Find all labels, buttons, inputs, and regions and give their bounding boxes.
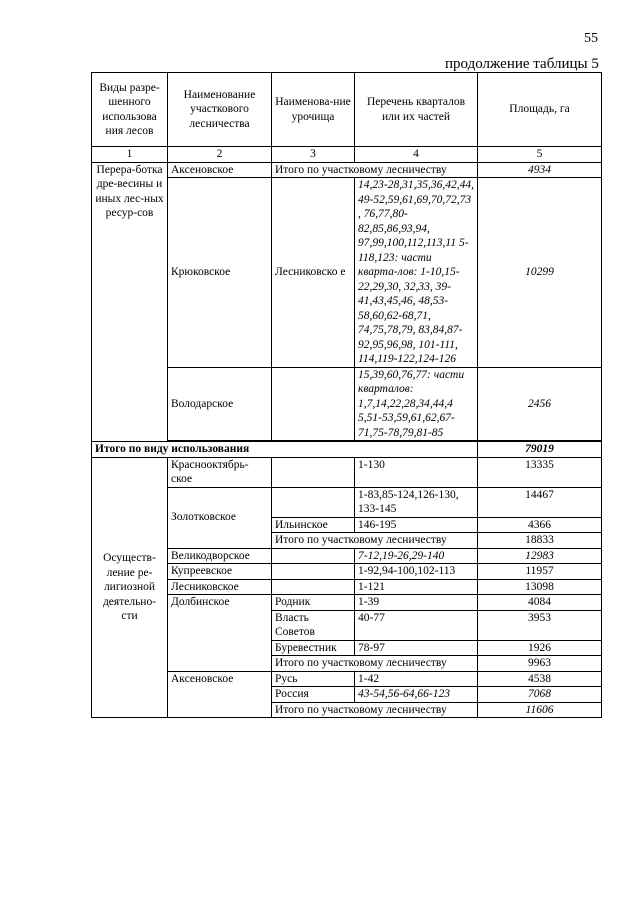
quarters-list: 1-130 <box>355 457 478 487</box>
area-value: 4538 <box>478 671 602 687</box>
forestry-name: Володарское <box>168 367 272 441</box>
column-number-row <box>92 147 602 163</box>
table-row <box>92 487 602 517</box>
area-value: 13335 <box>478 457 602 487</box>
header-area: Площадь, га <box>478 73 602 147</box>
tract-name: Буревестник <box>272 640 355 656</box>
tract-name: Русь <box>272 671 355 687</box>
use-type-religious: Осуществ-ление ре-лигиозной деятельно-сти <box>92 457 168 718</box>
quarters-list: 146-195 <box>355 517 478 533</box>
area-value: 12983 <box>478 548 602 564</box>
tract-name-empty <box>272 564 355 580</box>
quarters-list: 1-39 <box>355 595 478 611</box>
quarters-list: 78-97 <box>355 640 478 656</box>
area-value: 10299 <box>478 178 602 368</box>
forestry-name: Аксеновское <box>168 162 272 178</box>
quarters-list: 7-12,19-26,29-140 <box>355 548 478 564</box>
table-row <box>92 162 602 178</box>
quarters-list: 14,23-28,31,35,36,42,44, 49-52,59,61,69,70,72,73 , 76,77,80-82,85,86,93,94, 97,99,100,112,113,11 5-118,123: части кварта-лов: 1-10,15-22,29,30, 32,33, 39-41,43,45,46, 48,53-58,60,62-68,71, 74,75,78,79, 83,84,87-92,95,96,98, 101-111, 114,119-122,124-126 <box>355 178 478 368</box>
col-number: 5 <box>478 147 602 163</box>
forestry-total-label: Итого по участковому лесничеству <box>272 162 478 178</box>
area-value: 7068 <box>478 687 602 703</box>
area-value: 18833 <box>478 533 602 549</box>
col-number: 4 <box>355 147 478 163</box>
area-value: 4934 <box>478 162 602 178</box>
header-use-type: Виды разре-шенного использова ния лесов <box>92 73 168 147</box>
area-value: 1926 <box>478 640 602 656</box>
table-row <box>92 579 602 595</box>
table-row <box>92 564 602 580</box>
forestry-total-label: Итого по участковому лесничеству <box>272 656 478 672</box>
forestry-name: Долбинское <box>168 595 272 672</box>
area-value: 3953 <box>478 610 602 640</box>
area-value: 4084 <box>478 595 602 611</box>
forestry-total-label: Итого по участковому лесничеству <box>272 702 478 718</box>
area-value: 9963 <box>478 656 602 672</box>
col-number: 1 <box>92 147 168 163</box>
forestry-name: Аксеновское <box>168 671 272 718</box>
tract-name: Россия <box>272 687 355 703</box>
table-row <box>92 442 602 458</box>
tract-name: Лесниковско е <box>272 178 355 368</box>
quarters-list: 40-77 <box>355 610 478 640</box>
forestry-name: Крюковское <box>168 178 272 368</box>
forestry-name: Великодворское <box>168 548 272 564</box>
col-number: 2 <box>168 147 272 163</box>
use-type-total-label: Итого по виду использования <box>92 442 478 458</box>
table-continuation-caption: продолжение таблицы 5 <box>445 56 599 72</box>
quarters-list: 1-92,94-100,102-113 <box>355 564 478 580</box>
forestry-name: Купреевское <box>168 564 272 580</box>
quarters-list: 1-42 <box>355 671 478 687</box>
forestry-name: Краснооктябрь-ское <box>168 457 272 487</box>
forestry-name: Лесниковское <box>168 579 272 595</box>
forest-use-table <box>91 72 602 718</box>
area-value: 4366 <box>478 517 602 533</box>
area-value: 2456 <box>478 367 602 441</box>
forestry-name: Золотковское <box>168 487 272 548</box>
table-row <box>92 457 602 487</box>
quarters-list: 43-54,56-64,66-123 <box>355 687 478 703</box>
tract-name: Власть Советов <box>272 610 355 640</box>
table-row <box>92 595 602 611</box>
area-value: 14467 <box>478 487 602 517</box>
area-value: 13098 <box>478 579 602 595</box>
tract-name-empty <box>272 457 355 487</box>
table-row <box>92 548 602 564</box>
header-quarters: Перечень кварталов или их частей <box>355 73 478 147</box>
table-row <box>92 367 602 441</box>
use-type-total: 79019 <box>478 442 602 458</box>
header-tract-name: Наименова-ние урочища <box>272 73 355 147</box>
forestry-total-label: Итого по участковому лесничеству <box>272 533 478 549</box>
tract-name-empty <box>272 548 355 564</box>
quarters-list: 1-83,85-124,126-130, 133-145 <box>355 487 478 517</box>
tract-name-empty <box>272 579 355 595</box>
tract-name: Родник <box>272 595 355 611</box>
quarters-list: 1-121 <box>355 579 478 595</box>
quarters-list: 15,39,60,76,77: части кварталов: 1,7,14,22,28,34,44,4 5,51-53,59,61,62,67-71,75-78,79,81-85 <box>355 367 478 441</box>
area-value: 11957 <box>478 564 602 580</box>
header-row <box>92 73 602 147</box>
page-number: 55 <box>584 31 598 46</box>
tract-name-empty <box>272 367 355 441</box>
use-type-processing: Перера-ботка дре-весины и иных лес-ных ресур-сов <box>92 162 168 442</box>
area-value: 11606 <box>478 702 602 718</box>
tract-name-empty <box>272 487 355 517</box>
table-row <box>92 671 602 687</box>
header-forestry-name: Наименование участкового лесничества <box>168 73 272 147</box>
col-number: 3 <box>272 147 355 163</box>
table-row <box>92 178 602 368</box>
tract-name: Ильинское <box>272 517 355 533</box>
